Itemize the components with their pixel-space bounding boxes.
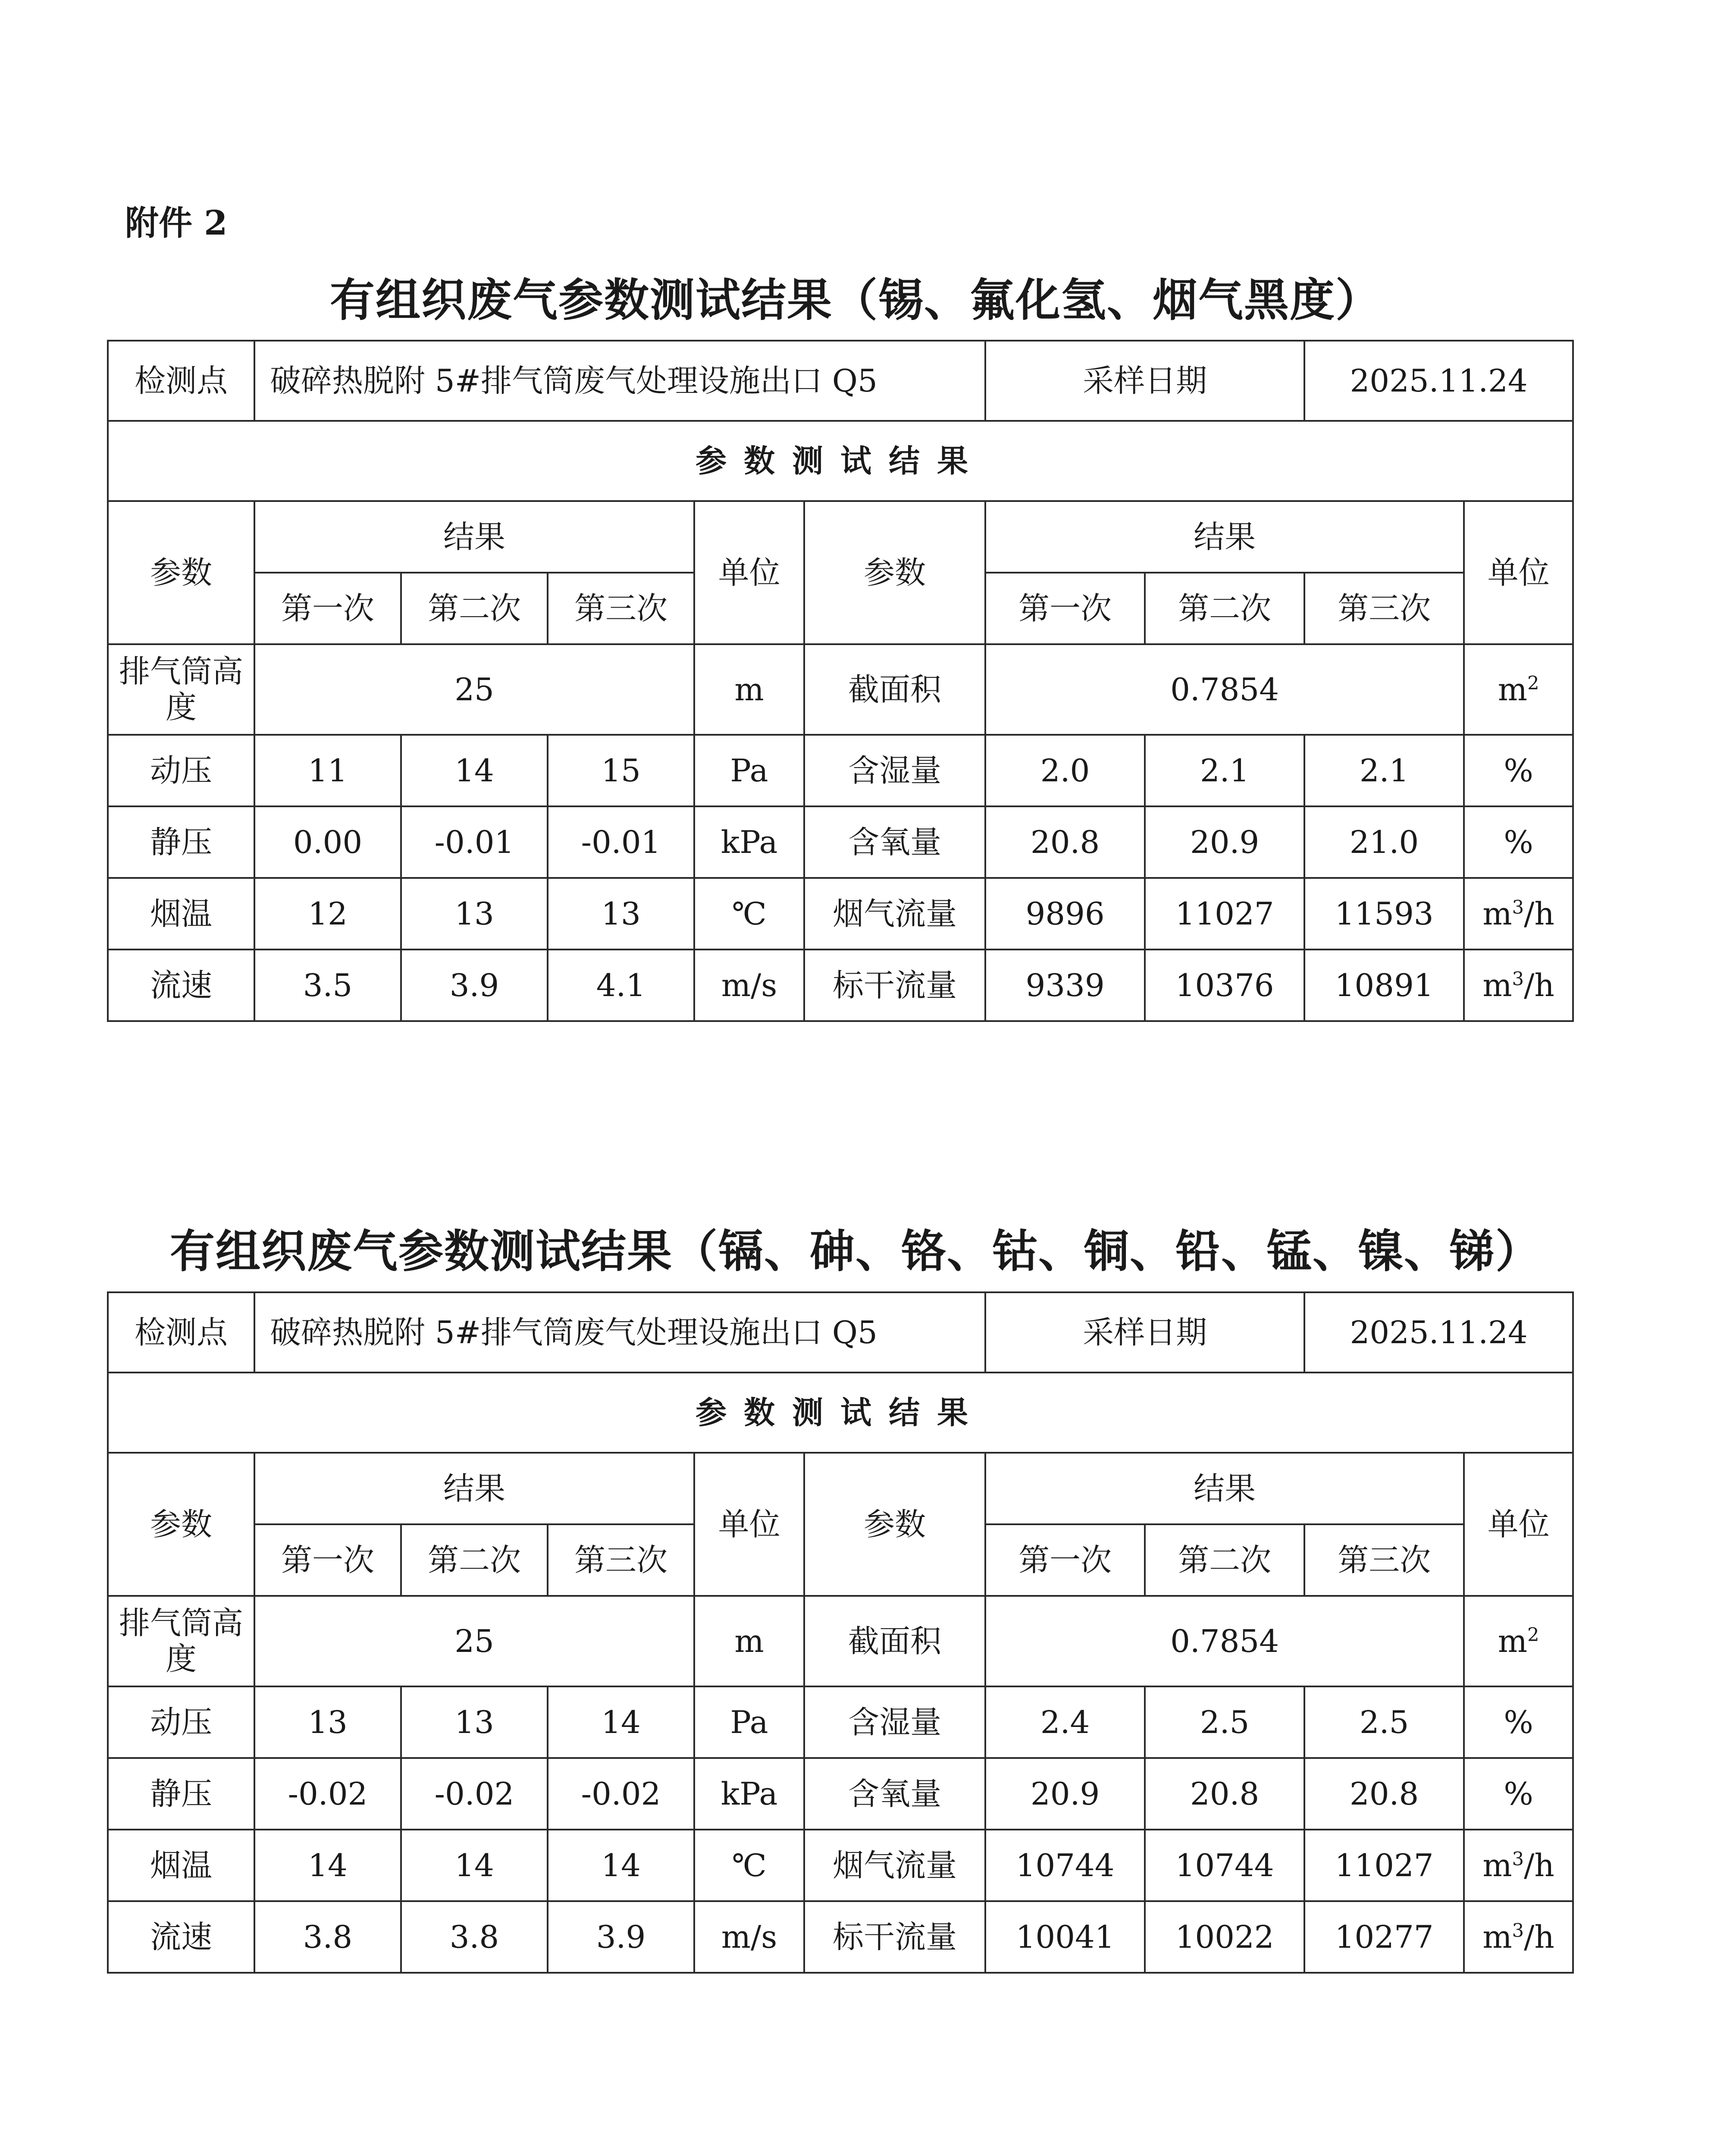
value-cell: 3.8 xyxy=(401,1901,548,1973)
param-name: 流速 xyxy=(108,950,254,1021)
unit-cell: $m^3/h$ xyxy=(1464,1901,1573,1973)
table-row xyxy=(108,1453,1573,1524)
value-cell: 10744 xyxy=(985,1830,1145,1901)
table-row xyxy=(108,950,1573,1021)
section-title-1: 有组织废气参数测试结果（锡、氟化氢、烟气黑度） xyxy=(329,273,1381,326)
unit-cell: kPa xyxy=(694,806,804,878)
param-name: 烟温 xyxy=(108,1830,254,1901)
table-row xyxy=(108,501,1573,573)
unit-cell: $m^2$ xyxy=(1464,644,1573,735)
param-header: 参数 xyxy=(108,1453,254,1596)
section-title-2: 有组织废气参数测试结果（镉、砷、铬、钴、铜、铅、锰、镍、锑） xyxy=(169,1225,1541,1278)
value-cell: 10891 xyxy=(1304,950,1464,1021)
annex-label: 附件 2 xyxy=(125,204,228,243)
value-cell: 9339 xyxy=(985,950,1145,1021)
param-name: 截面积 xyxy=(804,644,985,735)
value-cell: 10744 xyxy=(1145,1830,1304,1901)
value-cell: 14 xyxy=(548,1686,694,1758)
value-cell: 10277 xyxy=(1304,1901,1464,1973)
table-row xyxy=(108,1373,1573,1453)
result-header: 结果 xyxy=(985,1453,1464,1524)
unit-cell: ℃ xyxy=(694,878,804,950)
unit-cell: % xyxy=(1464,1758,1573,1830)
unit-cell: $m^3/h$ xyxy=(1464,878,1573,950)
run-header: 第一次 xyxy=(985,573,1145,644)
table-row xyxy=(108,878,1573,950)
unit-cell: % xyxy=(1464,735,1573,806)
param-name: 静压 xyxy=(108,806,254,878)
point-label: 检测点 xyxy=(108,1292,254,1373)
value-cell: 3.8 xyxy=(254,1901,401,1973)
unit-header: 单位 xyxy=(1464,1453,1573,1596)
run-header: 第一次 xyxy=(985,1524,1145,1596)
value-cell: 13 xyxy=(401,1686,548,1758)
run-header: 第三次 xyxy=(1304,1524,1464,1596)
value-cell: 11 xyxy=(254,735,401,806)
date-label: 采样日期 xyxy=(985,1292,1304,1373)
run-header: 第三次 xyxy=(548,573,694,644)
param-name: 排气筒高度 xyxy=(108,644,254,735)
value-cell: -0.01 xyxy=(548,806,694,878)
value-cell: 0.7854 xyxy=(985,1596,1464,1686)
unit-cell: % xyxy=(1464,806,1573,878)
table-row xyxy=(108,1901,1573,1973)
date-label: 采样日期 xyxy=(985,341,1304,421)
param-name: 标干流量 xyxy=(804,1901,985,1973)
param-name: 静压 xyxy=(108,1758,254,1830)
table-row xyxy=(108,806,1573,878)
param-header: 参数 xyxy=(108,501,254,644)
run-header: 第二次 xyxy=(401,573,548,644)
banner-title: 参数测试结果 xyxy=(108,1373,1573,1453)
value-cell: 10376 xyxy=(1145,950,1304,1021)
value-cell: 20.9 xyxy=(1145,806,1304,878)
value-cell: 11027 xyxy=(1304,1830,1464,1901)
param-header: 参数 xyxy=(804,501,985,644)
value-cell: 3.5 xyxy=(254,950,401,1021)
value-cell: 20.8 xyxy=(1145,1758,1304,1830)
value-cell: 14 xyxy=(254,1830,401,1901)
param-name: 烟气流量 xyxy=(804,1830,985,1901)
table-row xyxy=(108,1596,1573,1686)
run-header: 第一次 xyxy=(254,1524,401,1596)
param-name: 含湿量 xyxy=(804,735,985,806)
value-cell: 9896 xyxy=(985,878,1145,950)
value-cell: 2.0 xyxy=(985,735,1145,806)
unit-header: 单位 xyxy=(694,1453,804,1596)
value-cell: 25 xyxy=(254,644,694,735)
param-name: 动压 xyxy=(108,735,254,806)
value-cell: 25 xyxy=(254,1596,694,1686)
unit-cell: $m^3/h$ xyxy=(1464,1830,1573,1901)
point-value: 破碎热脱附 5#排气筒废气处理设施出口 Q5 xyxy=(254,341,985,421)
run-header: 第二次 xyxy=(401,1524,548,1596)
param-header: 参数 xyxy=(804,1453,985,1596)
result-table-1 xyxy=(107,340,1574,1022)
param-name: 标干流量 xyxy=(804,950,985,1021)
unit-header: 单位 xyxy=(694,501,804,644)
value-cell: 3.9 xyxy=(548,1901,694,1973)
table-row xyxy=(108,644,1573,735)
run-header: 第二次 xyxy=(1145,573,1304,644)
value-cell: 10041 xyxy=(985,1901,1145,1973)
value-cell: 11593 xyxy=(1304,878,1464,950)
table-row xyxy=(108,341,1573,421)
result-table-2 xyxy=(107,1291,1574,1974)
value-cell: -0.02 xyxy=(548,1758,694,1830)
value-cell: 12 xyxy=(254,878,401,950)
value-cell: -0.02 xyxy=(401,1758,548,1830)
value-cell: 2.5 xyxy=(1145,1686,1304,1758)
run-header: 第一次 xyxy=(254,573,401,644)
result-header: 结果 xyxy=(254,501,694,573)
banner-title: 参数测试结果 xyxy=(108,421,1573,501)
param-name: 排气筒高度 xyxy=(108,1596,254,1686)
date-value: 2025.11.24 xyxy=(1304,341,1573,421)
unit-cell: m/s xyxy=(694,950,804,1021)
value-cell: 13 xyxy=(401,878,548,950)
value-cell: -0.02 xyxy=(254,1758,401,1830)
result-header: 结果 xyxy=(985,501,1464,573)
point-value: 破碎热脱附 5#排气筒废气处理设施出口 Q5 xyxy=(254,1292,985,1373)
param-name: 烟气流量 xyxy=(804,878,985,950)
unit-cell: m/s xyxy=(694,1901,804,1973)
value-cell: 13 xyxy=(254,1686,401,1758)
unit-cell: m xyxy=(694,1596,804,1686)
value-cell: 14 xyxy=(401,735,548,806)
run-header: 第二次 xyxy=(1145,1524,1304,1596)
param-name: 烟温 xyxy=(108,878,254,950)
result-header: 结果 xyxy=(254,1453,694,1524)
value-cell: 20.8 xyxy=(985,806,1145,878)
unit-cell: $m^3/h$ xyxy=(1464,950,1573,1021)
value-cell: 14 xyxy=(548,1830,694,1901)
table-row xyxy=(108,1758,1573,1830)
unit-header: 单位 xyxy=(1464,501,1573,644)
value-cell: 20.9 xyxy=(985,1758,1145,1830)
param-name: 截面积 xyxy=(804,1596,985,1686)
run-header: 第三次 xyxy=(1304,573,1464,644)
table-row xyxy=(108,421,1573,501)
value-cell: 13 xyxy=(548,878,694,950)
value-cell: 2.1 xyxy=(1304,735,1464,806)
table-row xyxy=(108,1686,1573,1758)
unit-cell: Pa xyxy=(694,1686,804,1758)
table-row xyxy=(108,1292,1573,1373)
date-value: 2025.11.24 xyxy=(1304,1292,1573,1373)
run-header: 第三次 xyxy=(548,1524,694,1596)
unit-cell: % xyxy=(1464,1686,1573,1758)
param-name: 含氧量 xyxy=(804,806,985,878)
table-row xyxy=(108,735,1573,806)
value-cell: 2.4 xyxy=(985,1686,1145,1758)
value-cell: 14 xyxy=(401,1830,548,1901)
value-cell: 20.8 xyxy=(1304,1758,1464,1830)
point-label: 检测点 xyxy=(108,341,254,421)
value-cell: 3.9 xyxy=(401,950,548,1021)
value-cell: 15 xyxy=(548,735,694,806)
unit-cell: ℃ xyxy=(694,1830,804,1901)
param-name: 含氧量 xyxy=(804,1758,985,1830)
value-cell: -0.01 xyxy=(401,806,548,878)
param-name: 含湿量 xyxy=(804,1686,985,1758)
value-cell: 21.0 xyxy=(1304,806,1464,878)
value-cell: 10022 xyxy=(1145,1901,1304,1973)
value-cell: 11027 xyxy=(1145,878,1304,950)
value-cell: 4.1 xyxy=(548,950,694,1021)
unit-cell: $m^2$ xyxy=(1464,1596,1573,1686)
param-name: 动压 xyxy=(108,1686,254,1758)
value-cell: 2.1 xyxy=(1145,735,1304,806)
unit-cell: Pa xyxy=(694,735,804,806)
table-row xyxy=(108,1830,1573,1901)
unit-cell: m xyxy=(694,644,804,735)
param-name: 流速 xyxy=(108,1901,254,1973)
value-cell: 0.00 xyxy=(254,806,401,878)
unit-cell: kPa xyxy=(694,1758,804,1830)
value-cell: 0.7854 xyxy=(985,644,1464,735)
value-cell: 2.5 xyxy=(1304,1686,1464,1758)
